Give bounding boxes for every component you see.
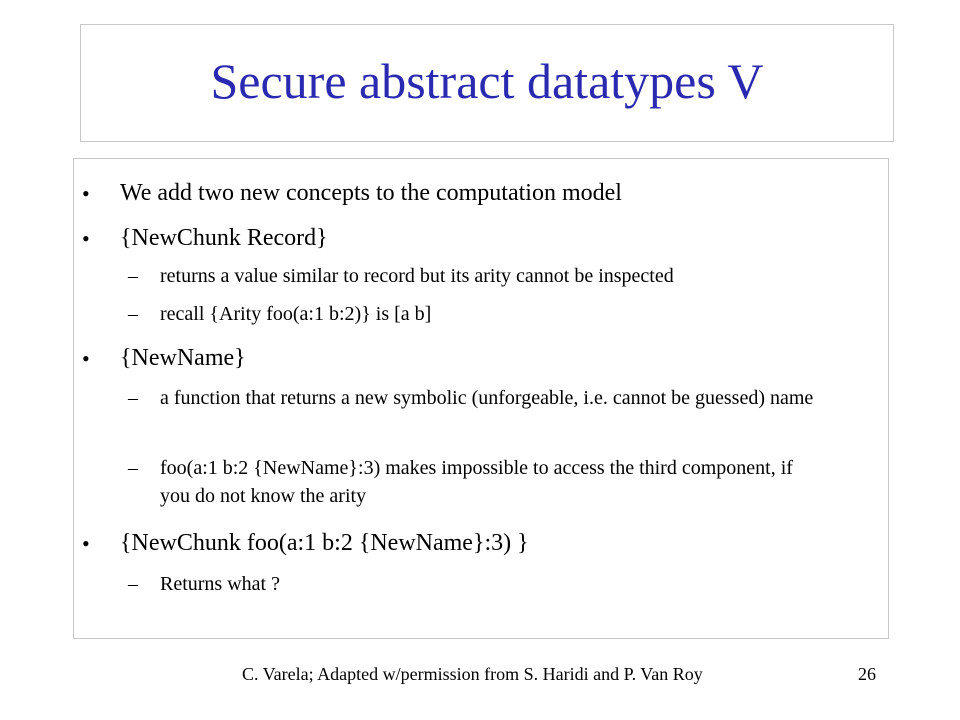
dash-icon: – [128,265,138,287]
sub-item: returns a value similar to record but its arity cannot be inspected [160,265,674,287]
dash-icon: – [128,573,138,595]
dash-icon: – [128,303,138,325]
bullet-item: {NewChunk foo(a:1 b:2 {NewName}:3) } [120,530,529,556]
page-number: 26 [858,664,876,684]
bullet-icon: • [82,346,90,371]
title-box [80,24,894,142]
sub-item: Returns what ? [160,573,280,595]
dash-icon: – [128,387,138,409]
sub-item: recall {Arity foo(a:1 b:2)} is [a b] [160,303,432,325]
bullet-icon: • [82,226,90,251]
bullet-icon: • [82,531,90,556]
bullet-item: {NewName} [120,345,246,371]
bullet-icon: • [82,181,90,206]
slide-title: Secure abstract datatypes V [210,53,764,109]
sub-item: a function that returns a new symbolic (unforgeable, i.e. cannot be guessed) name [160,387,814,409]
content-box [73,158,889,639]
footer-credit: C. Varela; Adapted w/permission from S. Haridi and P. Van Roy [242,664,703,684]
sub-item: foo(a:1 b:2 {NewName}:3) makes impossible to access the third component, if you do not know the arity [160,457,793,507]
bullet-item: We add two new concepts to the computation model [120,180,622,206]
dash-icon: – [128,457,138,479]
bullet-item: {NewChunk Record} [120,225,328,251]
